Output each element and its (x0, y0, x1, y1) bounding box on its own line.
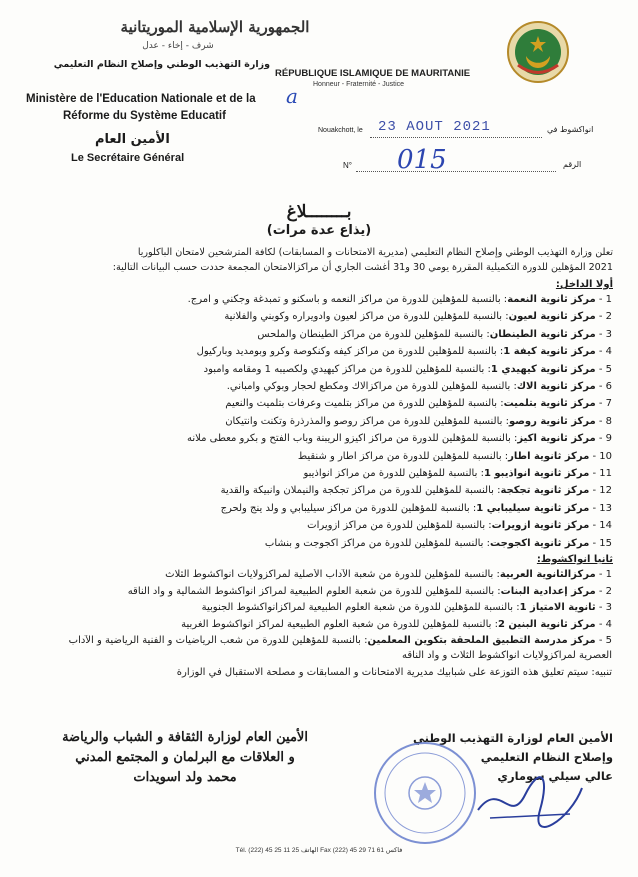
handwritten-mark: a (286, 84, 298, 108)
section2-title: ثانيا انواكشوط: (536, 554, 613, 565)
item-number: 9 - (598, 433, 612, 445)
note: تنبيه: سيتم تعليق هذه التوزعة على شبابيك مديرية الامتحانات و المسابقات و مصلحة الاستقبال في الوزارة (176, 667, 612, 678)
item-description: : بالنسبة للمؤهلين للدورة من مراكز النعمه و باسكنو و تمبدغة وجكني و آمرج. (187, 294, 508, 305)
item-center-name: مركز ثانوية ازويرات (491, 520, 590, 532)
item-number: 4 - (598, 346, 612, 358)
item-description: : بالنسبة للمؤهلين للدورة من مراكز انواذيبو (303, 468, 484, 479)
item-number: 12 - (592, 485, 612, 497)
arabic-motto: شرف - إخاء - عدل (142, 41, 214, 51)
list-item (22, 503, 612, 514)
french-secretary-general: Le Secrétaire Général (71, 152, 185, 164)
item-number: 15 - (592, 537, 612, 549)
item-description: : بالنسبة للمؤهلين للدورة من مراكز سيليبابي و ولد ينج ولحرج (220, 502, 477, 514)
date-label-fr: Nouakchott, le (318, 127, 363, 134)
item-description: : بالنسبة للمؤهلين للدورة من مراكز ازويرات (307, 520, 492, 532)
number-label-fr: N° (343, 161, 352, 170)
item-center-name: مركز ثانوية لعيون (508, 311, 596, 323)
official-stamp-icon (370, 738, 480, 848)
item-number: 5 - (598, 363, 612, 375)
item-number: 10 - (592, 450, 612, 462)
item-description: : بالنسبة للمؤهلين للدورة من مراكزالاك ومكطع لحجار وبوكي وامباني. (226, 381, 517, 392)
list-item (22, 364, 612, 375)
list-item (22, 451, 612, 462)
item-description: : بالنسبة للمؤهلين للدورة من شعبة العلوم الطبيعية لمراكز انواكشوط الشمالية و واد الناقه (127, 585, 501, 597)
item-center-name: ثانوية الامتياز 1 (519, 602, 596, 613)
list-item (22, 619, 612, 630)
item-number: 11 - (592, 468, 612, 479)
list-item (22, 329, 612, 340)
item-number: 3 - (598, 602, 612, 613)
list-item (22, 468, 612, 479)
french-ministry-line2: Réforme du Système Educatif (63, 110, 226, 122)
list-item (22, 602, 612, 613)
signature-block-left (40, 728, 330, 788)
item-center-name: مركز ثانوية كيهيدي 1 (490, 363, 596, 375)
item-description: : بالنسبة للمؤهلين للدورة من مراكز الطينطان والملحس (257, 328, 490, 340)
item-number: 13 - (592, 502, 612, 514)
list-item (22, 433, 612, 444)
item-description: : بالنسبة للمؤهلين للدورة من مراكز اطار و شنقيط (297, 450, 509, 462)
date-label-ar: انواكشوط في (547, 125, 594, 134)
item-center-name: مركز ثانوية روصو (508, 415, 596, 427)
arabic-secretary-general: الأمين العام (95, 132, 170, 147)
item-center-name: مركز ثانوية انواذيبو 1 (483, 468, 590, 479)
item-description: : بالنسبة للمؤهلين للدورة من مراكز بتلميت وعرفات بتلميت والنعيم (225, 398, 504, 410)
list-item (22, 398, 612, 409)
signature-title: و العلاقات مع البرلمان و المجتمع المدني (75, 750, 295, 765)
item-center-name: مركز ثانوية النعمة (507, 294, 596, 305)
item-center-name: مركز ثانوية البنين 2 (497, 618, 596, 630)
item-description: : بالنسبة للمؤهلين للدورة من مراكز اكيزو الريبنة وباب الفتح و بكرو معطى ملانه (186, 433, 518, 445)
list-item (22, 586, 612, 597)
item-center-name: مركز إعدادية البنات (500, 585, 596, 597)
item-number: 1 - (598, 294, 612, 305)
item-center-name: مركز ثانوية اطار (508, 450, 590, 462)
item-number: 6 - (598, 381, 612, 392)
document-subtitle: (يذاع عدة مرات) (266, 223, 372, 238)
item-description: : بالنسبة للمؤهلين للدورة من مراكز كيهيدي ولكصيبه 1 ومقامه وامبود (203, 363, 491, 375)
national-emblem-icon (506, 20, 570, 84)
list-item (22, 294, 612, 305)
list-item (22, 346, 612, 357)
list-item (22, 381, 612, 392)
intro-line-2: 2021 المؤهلين للدورة التكميلية المقررة يومي 30 و31 أغشت الجاري أن مراكزالامتحان المجمعة حددت حسب البيانات التالية: (112, 262, 613, 273)
signature-title: وإصلاح النظام التعليمي (480, 750, 613, 764)
list-item (22, 311, 612, 322)
item-center-name: مركز ثانوية الاك (516, 381, 596, 392)
item-description: : بالنسبة للمؤهلين للدورة من مراكز روصو والمذرذرة وتكنت وانتيكان (225, 415, 509, 427)
item-number: 5 - (598, 635, 612, 646)
item-center-name: مركز ثانوية اكجوجت (490, 537, 590, 549)
item-number: 2 - (598, 585, 612, 597)
item-description: : بالنسبة للمؤهلين للدورة من شعبة الآداب الأصلية لمراكزولايات انواكشوط الثلاث (165, 569, 500, 580)
item-description: : بالنسبة للمؤهلين للدورة من مراكز تجكجة والنيملان وانبيكة والقدية (220, 485, 501, 497)
date-stamp: 23 AOUT 2021 (378, 119, 491, 135)
signature-title: الأمين العام لوزارة الثقافة و الشباب والرياضة (62, 730, 308, 745)
arabic-republic-title: الجمهورية الإسلامية الموريتانية (120, 18, 310, 36)
signatory-name: عالي سيلي سوماري (497, 769, 613, 783)
french-republic-title: RÉPUBLIQUE ISLAMIQUE DE MAURITANIE (275, 68, 471, 79)
item-center-name: مركز ثانوية سيليبابي 1 (476, 502, 590, 514)
item-description: : بالنسبة للمؤهلين للدورة من شعبة العلوم الطبيعية لمراكز انواكشوط الغربية (181, 618, 498, 630)
section1-title: أولا الداخل: (555, 279, 613, 290)
item-description: : بالنسبة للمؤهلين للدورة من مراكز كيفه وكنكوصة وكرو وبومديد وباركيول (196, 346, 504, 358)
item-center-name: مركز ثانوية بتلميت (503, 398, 596, 410)
french-ministry-line1: Ministère de l'Education Nationale et de la (26, 93, 256, 105)
list-item (22, 569, 612, 580)
signature-title: الأمين العام لوزارة التهذيب الوطني (413, 731, 613, 745)
item-center-name: مركزالثانوية العربية (499, 569, 596, 580)
item-center-name: مركز مدرسة التطبيق الملحقة بتكوين المعلمين (367, 635, 596, 646)
document-title: بــــــــلاغ (286, 202, 352, 222)
reference-number: 015 (397, 145, 447, 175)
item-description: : بالنسبة للمؤهلين للدورة من مراكز لعيون وادويراره وكوبني والفلانية (224, 311, 509, 323)
item-description: : بالنسبة للمؤهلين للدورة من شعب الرياضيات و الفنية الرياضية و الآداب (68, 635, 368, 646)
item-center-name: مركز ثانوية تجكجة (500, 485, 590, 497)
item-number: 3 - (598, 328, 612, 340)
item-number: 8 - (598, 415, 612, 427)
list-item (22, 485, 612, 496)
item-number: 1 - (598, 569, 612, 580)
list-item (22, 635, 612, 646)
signatory-name: محمد ولد اسويدات (133, 770, 237, 785)
number-dotted-line (356, 171, 556, 172)
intro-line-1: تعلن وزارة التهذيب الوطني وإصلاح النظام التعليمي (مديرية الامتحانات و المسابقات) لكافة المترشحين لامتحان الباكلوريا (137, 247, 613, 258)
item-center-name: مركز ثانوية اكيز (517, 433, 596, 445)
date-dotted-line (370, 137, 542, 138)
french-motto: Honneur - Fraternité - Justice (313, 81, 405, 88)
item-number: 7 - (598, 398, 612, 410)
item-description: : بالنسبة للمؤهلين للدورة من شعبة العلوم الطبيعية لمراكزانواكشوط الجنوبية (201, 602, 520, 613)
number-label-ar: الرقم (563, 160, 582, 169)
item-center-name: مركز ثانوية الطينطان (489, 328, 596, 340)
item-center-name: مركز ثانوية كيفة 1 (503, 346, 596, 358)
list-item (22, 538, 612, 549)
handwritten-signature-icon (470, 770, 590, 830)
footer-contact: Tél. (222) 45 25 11 25 الهاتف Fax (222) 45 29 71 61 فاكس (235, 847, 403, 854)
item-number: 14 - (592, 520, 612, 532)
arabic-ministry-name: وزارة التهذيب الوطني وإصلاح النظام التعليمي (53, 59, 270, 70)
list-item-continuation: العصرية لمراكزولايات انواكشوط الثلاث و واد الناقه (402, 650, 612, 661)
item-number: 4 - (598, 618, 612, 630)
list-item (22, 520, 612, 531)
item-number: 2 - (598, 311, 612, 323)
list-item (22, 416, 612, 427)
item-description: : بالنسبة للمؤهلين للدورة من مراكز اكجوجت و بنشاب (264, 537, 490, 549)
